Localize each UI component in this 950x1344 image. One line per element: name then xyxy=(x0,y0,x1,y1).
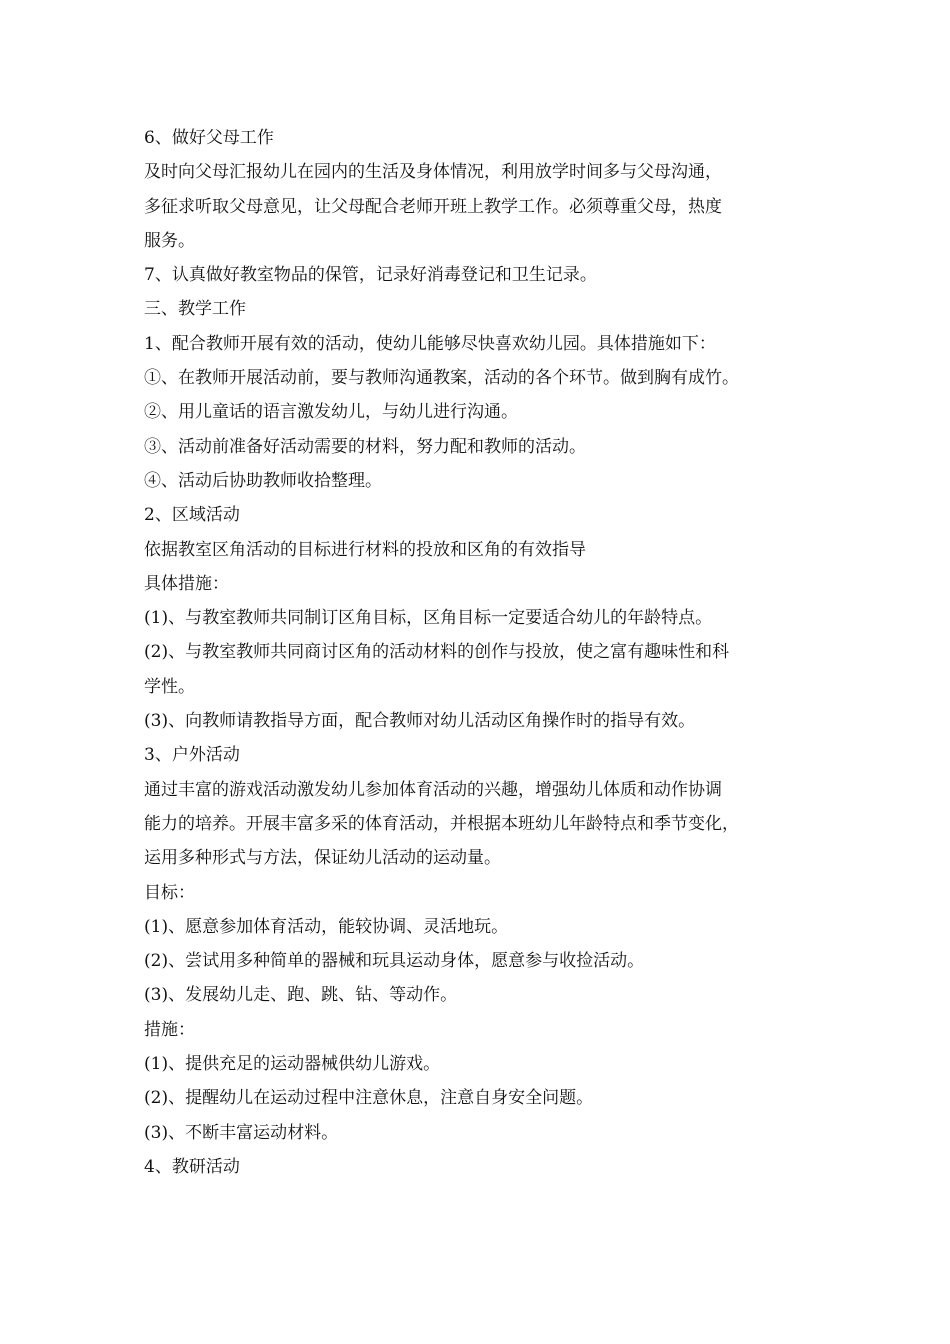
heading-parent-work: 6、做好父母工作 xyxy=(144,128,274,148)
list-item: (1)、愿意参加体育活动，能较协调、灵活地玩。 xyxy=(144,916,509,937)
paragraph-line: 运用多种形式与方法，保证幼儿活动的运动量。 xyxy=(144,848,501,869)
list-item: (3)、发展幼儿走、跑、跳、钻、等动作。 xyxy=(144,985,458,1006)
heading-research-activity: 4、教研活动 xyxy=(144,1156,240,1177)
heading-classroom-items: 7、认真做好教室物品的保管，记录好消毒登记和卫生记录。 xyxy=(144,265,597,286)
paragraph-line: 能力的培养。开展丰富多采的体育活动，并根据本班幼儿年龄特点和季节变化， xyxy=(144,813,739,834)
list-item: ①、在教师开展活动前，要与教师沟通教案，活动的各个环节。做到胸有成竹。 xyxy=(144,368,739,389)
list-item-continuation: 学性。 xyxy=(144,676,195,697)
paragraph-line: 依据教室区角活动的目标进行材料的投放和区角的有效指导 xyxy=(144,539,586,560)
list-item: (2)、与教室教师共同商讨区角的活动材料的创作与投放，使之富有趣味性和科 xyxy=(144,642,730,663)
subheading-goals: 目标： xyxy=(144,882,195,903)
subheading-measures: 措施： xyxy=(144,1019,195,1040)
section-heading-teaching: 三、教学工作 xyxy=(144,299,246,320)
heading-cooperate-teacher: 1、配合教师开展有效的活动，使幼儿能够尽快喜欢幼儿园。具体措施如下： xyxy=(144,333,716,354)
paragraph-line: 服务。 xyxy=(144,230,195,251)
heading-outdoor-activity: 3、户外活动 xyxy=(144,745,240,766)
subheading-measures: 具体措施： xyxy=(144,573,229,594)
paragraph-line: 及时向父母汇报幼儿在园内的生活及身体情况，利用放学时间多与父母沟通， xyxy=(144,162,722,183)
paragraph-line: 通过丰富的游戏活动激发幼儿参加体育活动的兴趣，增强幼儿体质和动作协调 xyxy=(144,779,722,800)
list-item: (2)、提醒幼儿在运动过程中注意休息，注意自身安全问题。 xyxy=(144,1088,594,1109)
list-item: (1)、与教室教师共同制订区角目标，区角目标一定要适合幼儿的年龄特点。 xyxy=(144,608,713,629)
document-page xyxy=(144,121,824,1184)
heading-area-activity: 2、区域活动 xyxy=(144,505,240,526)
list-item: (1)、提供充足的运动器械供幼儿游戏。 xyxy=(144,1054,441,1075)
list-item: ④、活动后协助教师收拾整理。 xyxy=(144,470,382,491)
list-item: ③、活动前准备好活动需要的材料，努力配和教师的活动。 xyxy=(144,436,586,457)
list-item: (3)、不断丰富运动材料。 xyxy=(144,1122,339,1143)
paragraph-line: 多征求听取父母意见，让父母配合老师开班上教学工作。必须尊重父母，热度 xyxy=(144,196,722,217)
list-item: ②、用儿童话的语言激发幼儿，与幼儿进行沟通。 xyxy=(144,402,518,423)
list-item: (3)、向教师请教指导方面，配合教师对幼儿活动区角操作时的指导有效。 xyxy=(144,711,696,732)
list-item: (2)、尝试用多种简单的器械和玩具运动身体，愿意参与收捡活动。 xyxy=(144,951,645,972)
